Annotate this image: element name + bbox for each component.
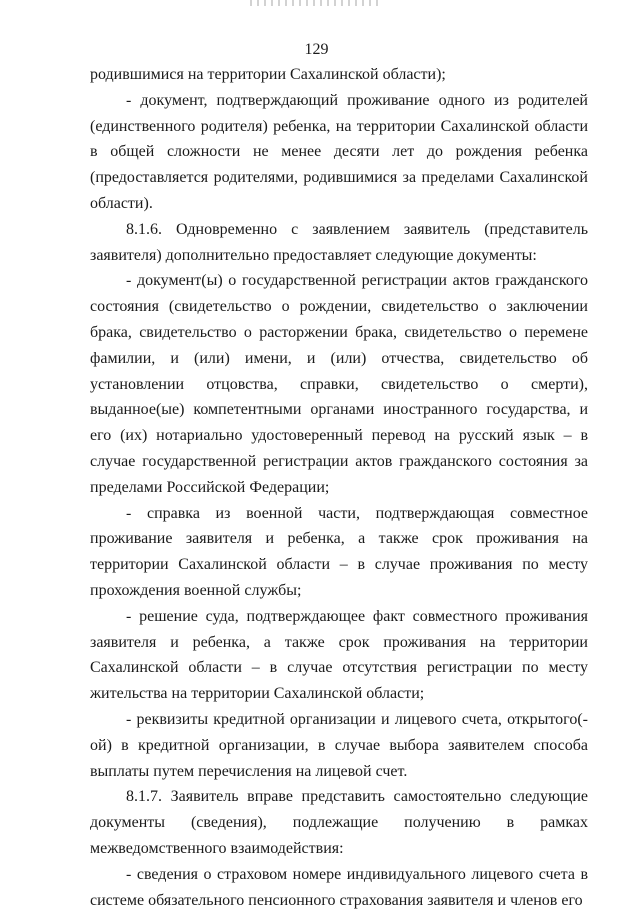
paragraph-bank-details: - реквизиты кредитной организации и лицевого счета, открытого(-ой) в кредитной организации, в случае выбора заявителем способа выплаты путем перечисления на лицевой счет. (90, 710, 588, 780)
document-body (90, 62, 588, 913)
paragraph-continuation: родившимися на территории Сахалинской области); (90, 66, 446, 83)
paragraph-civil-registration: - документ(ы) о государственной регистрации актов гражданского состояния (свидетельство о рождении, свидетельство о заключении брака, свидетельство о расторжении брака, свидетельство о перемене фамилии, и (или) имени, и (или) отчества, свидетельство об установлении отцовства, справки, свидетельство о смерти), выданное(ые) компетентными органами иностранного государства, и его (их) нотариально удостоверенный перевод на русский язык – в случае государственной регистрации актов гражданского состояния за пределами Российской Федерации; (90, 272, 588, 496)
paragraph-section-8-1-6: 8.1.6. Одновременно с заявлением заявитель (представитель заявителя) дополнительно предоставляет следующие документы: (90, 220, 588, 264)
paragraph-section-8-1-7: 8.1.7. Заявитель вправе представить самостоятельно следующие документы (сведения), подлежащие получению в рамках межведомственного взаимодействия: (90, 788, 588, 857)
paragraph-residence-document: - документ, подтверждающий проживание одного из родителей (единственного родителя) ребенка, на территории Сахалинской области в общей сложности не менее десяти лет до рождения ребенка (предоставляется родителями, родившимися за пределами Сахалинской области). (90, 91, 588, 212)
paragraph-military-certificate: - справка из военной части, подтверждающая совместное проживание заявителя и ребенка, а также срок проживания на территории Сахалинской области – в случае проживания по месту прохождения военной службы; (90, 504, 588, 599)
page-number: 129 (304, 41, 329, 58)
paragraph-insurance-number: - сведения о страховом номере индивидуального лицевого счета в системе обязательного пенсионного страхования заявителя и членов его (90, 865, 588, 909)
paragraph-court-decision: - решение суда, подтверждающее факт совместного проживания заявителя и ребенка, а также срок проживания на территории Сахалинской области – в случае отсутствия регистрации по месту жительства на территории Сахалинской области; (90, 607, 588, 703)
scan-artifact (250, 0, 380, 6)
